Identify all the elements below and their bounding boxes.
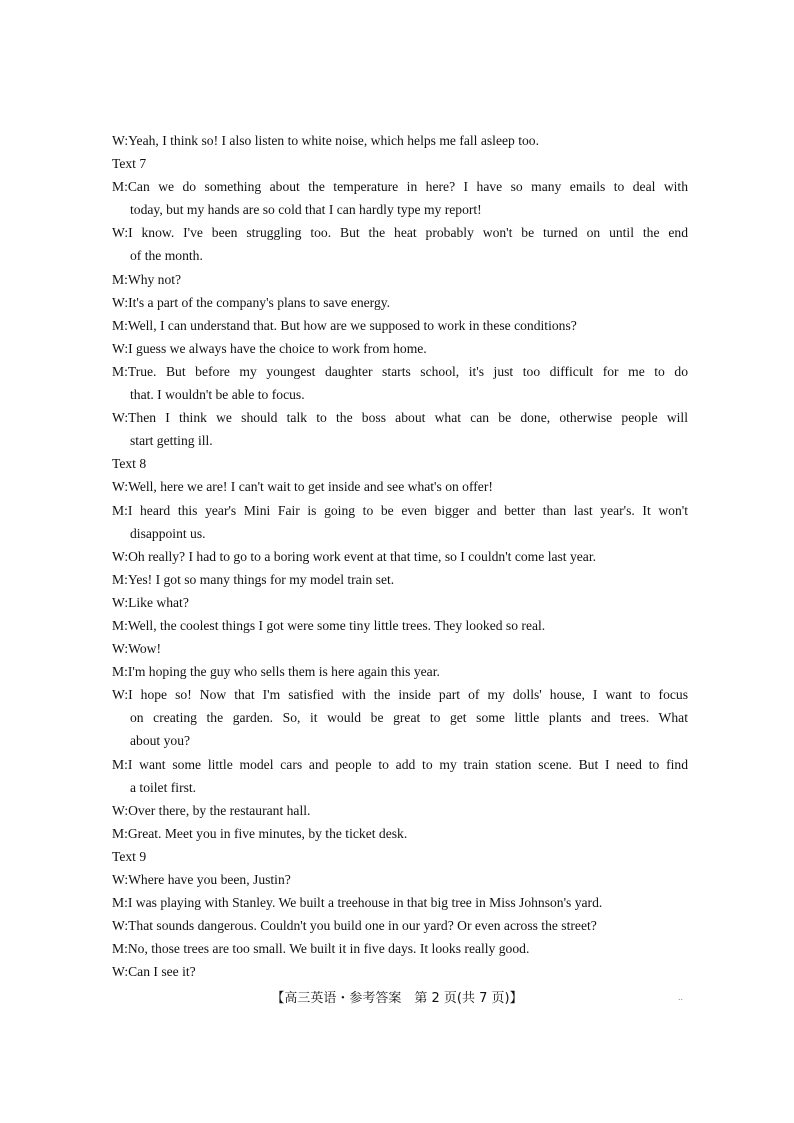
corner-mark: .. — [678, 992, 684, 1002]
dialogue-line-continuation: that. I wouldn't be able to focus. — [130, 387, 305, 403]
dialogue-line: W:Over there, by the restaurant hall. — [112, 802, 311, 818]
dialogue-line: W:Where have you been, Justin? — [112, 872, 291, 887]
dialogue-line: W:It's a part of the company's plans to save energy. — [112, 294, 391, 310]
dialogue-line: W:I hope so! Now that I'm satisfied with the inside part of my dolls' house, I want to focus — [112, 687, 688, 703]
dialogue-line: M:No, those trees are too small. We built it in five days. It looks really good. — [112, 941, 530, 957]
dialogue-line: M:I was playing with Stanley. We built a treehouse in that big tree in Miss Johnson's yard. — [112, 895, 603, 911]
dialogue-line-continuation: disappoint us. — [130, 525, 206, 541]
dialogue-line: W:Then I think we should talk to the boss about what can be done, otherwise people will — [112, 410, 688, 426]
dialogue-line-continuation: a toilet first. — [130, 779, 197, 795]
dialogue-line: W:Oh really? I had to go to a boring work event at that time, so I couldn't come last year. — [112, 548, 597, 564]
dialogue-line: M:Can we do something about the temperature in here? I have so many emails to deal with — [112, 179, 688, 195]
dialogue-line: W:Can I see it? — [112, 964, 196, 980]
section-heading: Text 7 — [112, 156, 147, 172]
dialogue-line-continuation: of the month. — [130, 248, 203, 264]
dialogue-line: W:Well, here we are! I can't wait to get inside and see what's on offer! — [112, 479, 493, 495]
dialogue-line: M:I want some little model cars and people to add to my train station scene. But I need to find — [112, 756, 688, 772]
dialogue-line: M:I'm hoping the guy who sells them is here again this year. — [112, 664, 440, 680]
dialogue-line: W:Like what? — [112, 594, 189, 610]
dialogue-line: W:I guess we always have the choice to work from home. — [112, 340, 427, 356]
dialogue-line: M:True. But before my youngest daughter starts school, it's just too difficult for me to do — [112, 363, 688, 379]
dialogue-line: M:Well, I can understand that. But how are we supposed to work in these conditions? — [112, 317, 577, 333]
dialogue-line: M:Yes! I got so many things for my model train set. — [112, 571, 395, 587]
dialogue-line: W:Yeah, I think so! I also listen to white noise, which helps me fall asleep too. — [112, 133, 539, 148]
dialogue-line-continuation: start getting ill. — [130, 433, 213, 449]
dialogue-line: M:Well, the coolest things I got were some tiny little trees. They looked so real. — [112, 617, 546, 633]
page-footer: 【高三英语・参考答案 第 2 页(共 7 页)】 — [271, 991, 523, 1006]
dialogue-line: W:That sounds dangerous. Couldn't you build one in our yard? Or even across the street? — [112, 918, 597, 934]
dialogue-line-continuation: about you? — [130, 733, 191, 749]
dialogue-line: W:I know. I've been struggling too. But the heat probably won't be turned on until the end — [112, 225, 688, 241]
dialogue-transcript — [112, 129, 688, 983]
dialogue-line-continuation: on creating the garden. So, it would be great to get some little plants and trees. What — [130, 710, 688, 726]
section-heading: Text 8 — [112, 456, 147, 472]
dialogue-line: W:Wow! — [112, 641, 161, 657]
dialogue-line-continuation: today, but my hands are so cold that I can hardly type my report! — [130, 202, 482, 218]
dialogue-line: M:Great. Meet you in five minutes, by the ticket desk. — [112, 825, 408, 841]
section-heading: Text 9 — [112, 848, 147, 864]
dialogue-line: M:I heard this year's Mini Fair is going to be even bigger and better than last year's. It won't — [112, 502, 688, 518]
dialogue-line: M:Why not? — [112, 271, 182, 287]
